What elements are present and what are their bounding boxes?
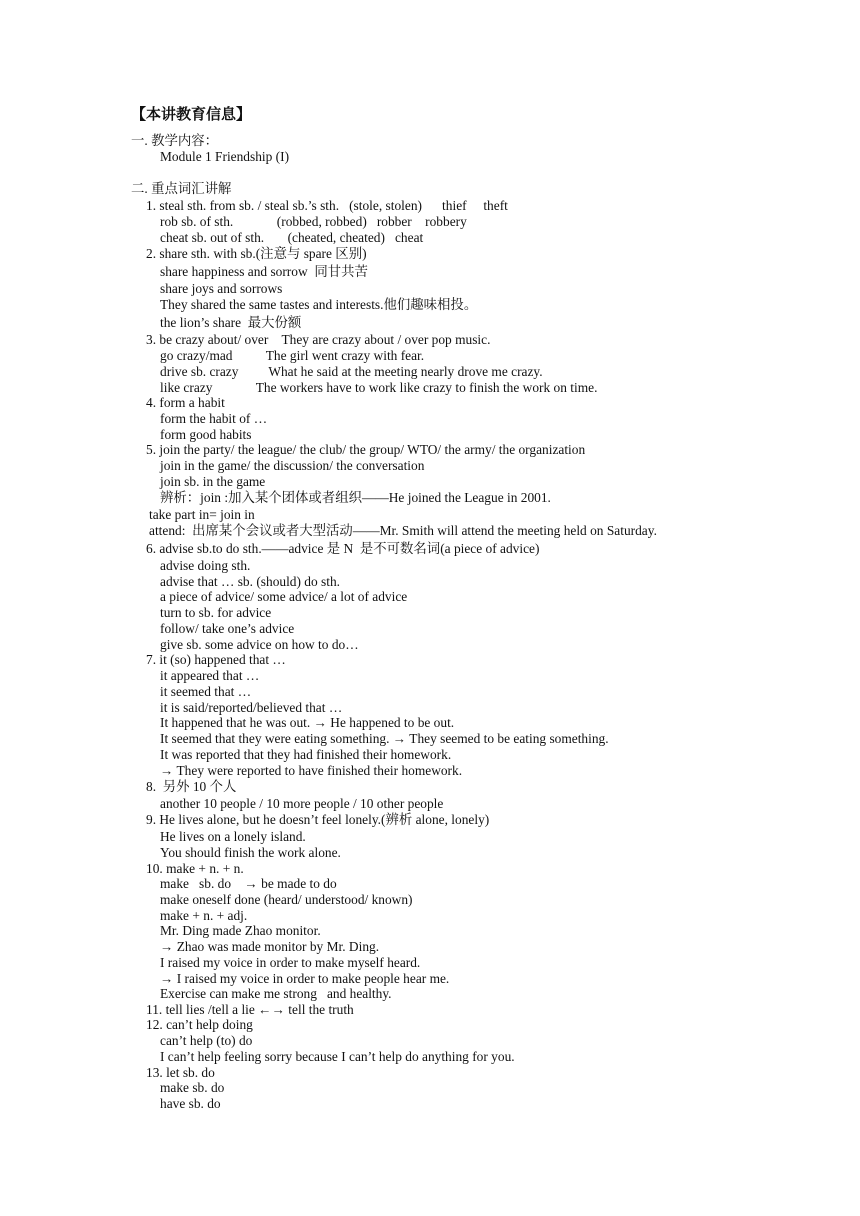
vocab-line: → Zhao was made monitor by Mr. Ding.	[160, 939, 380, 954]
vocab-line: Exercise can make me strong and healthy.	[160, 986, 392, 1001]
vocab-line: it appeared that …	[160, 668, 260, 683]
section-1-content: Module 1 Friendship (I)	[160, 149, 290, 164]
vocab-line: Mr. Ding made Zhao monitor.	[160, 923, 321, 938]
vocab-line: it is said/reported/believed that …	[160, 700, 343, 715]
vocab-line: make oneself done (heard/ understood/ known)	[160, 892, 413, 907]
vocab-line: make sb. do	[160, 1080, 225, 1095]
vocab-line: 4. form a habit	[146, 395, 225, 410]
vocab-line: take part in= join in	[149, 507, 255, 522]
vocab-line: → They were reported to have finished their homework.	[160, 763, 463, 778]
vocab-line: He lives on a lonely island.	[160, 829, 306, 844]
vocab-line: make sb. do → be made to do	[160, 876, 337, 891]
section-2-title: 二. 重点词汇讲解	[131, 181, 232, 196]
vocab-line: 5. join the party/ the league/ the club/ the group/ WTO/ the army/ the organization	[146, 442, 586, 457]
vocab-line: like crazy The workers have to work like crazy to finish the work on time.	[160, 380, 598, 395]
vocab-line: go crazy/mad The girl went crazy with fear.	[160, 348, 425, 363]
vocab-line: It seemed that they were eating something. → They seemed to be eating something.	[160, 731, 609, 746]
vocab-line: drive sb. crazy What he said at the meeting nearly drove me crazy.	[160, 364, 543, 379]
vocab-line: have sb. do	[160, 1096, 221, 1111]
vocab-line: form good habits	[160, 427, 252, 442]
vocab-line: 辨析：join :加入某个团体或者组织——He joined the League in 2001.	[160, 490, 551, 505]
vocab-line: 13. let sb. do	[146, 1065, 215, 1080]
vocab-line: 9. He lives alone, but he doesn’t feel lonely.(辨析 alone, lonely)	[146, 812, 490, 827]
vocab-line: rob sb. of sth. (robbed, robbed) robber robbery	[160, 214, 467, 229]
vocab-line: follow/ take one’s advice	[160, 621, 295, 636]
vocab-line: 10. make + n. + n.	[146, 861, 244, 876]
vocab-line: form the habit of …	[160, 411, 268, 426]
vocab-line: 12. can’t help doing	[146, 1017, 253, 1032]
vocab-line: advise doing sth.	[160, 558, 251, 573]
vocab-line: 7. it (so) happened that …	[146, 652, 286, 667]
vocab-line: → I raised my voice in order to make people hear me.	[160, 971, 450, 986]
vocab-line: the lion’s share 最大份额	[160, 315, 302, 330]
vocab-line: join in the game/ the discussion/ the conversation	[160, 458, 425, 473]
vocab-line: a piece of advice/ some advice/ a lot of advice	[160, 589, 408, 604]
vocab-line: give sb. some advice on how to do…	[160, 637, 359, 652]
vocab-line: 2. share sth. with sb.(注意与 spare 区别)	[146, 246, 367, 261]
vocab-line: join sb. in the game	[160, 474, 266, 489]
lesson-heading: 【本讲教育信息】	[131, 107, 252, 123]
vocab-line: 3. be crazy about/ over They are crazy about / over pop music.	[146, 332, 491, 347]
vocab-line: I raised my voice in order to make myself heard.	[160, 955, 421, 970]
vocab-line: You should finish the work alone.	[160, 845, 341, 860]
section-1-title: 一. 教学内容：	[131, 133, 219, 148]
vocab-line: it seemed that …	[160, 684, 252, 699]
vocab-line: They shared the same tastes and interests.他们趣味相投。	[160, 297, 478, 312]
vocab-line: another 10 people / 10 more people / 10 other people	[160, 796, 444, 811]
vocab-line: cheat sb. out of sth. (cheated, cheated) cheat	[160, 230, 424, 245]
vocab-line: 1. steal sth. from sb. / steal sb.’s sth. (stole, stolen) thief theft	[146, 198, 508, 213]
vocab-line: 8. 另外 10 个人	[146, 779, 237, 794]
vocab-line: share joys and sorrows	[160, 281, 283, 296]
vocab-line: I can’t help feeling sorry because I can’t help do anything for you.	[160, 1049, 515, 1064]
vocab-line: share happiness and sorrow 同甘共苦	[160, 264, 368, 279]
vocab-line: It happened that he was out. → He happened to be out.	[160, 715, 455, 730]
vocab-line: 11. tell lies /tell a lie ←→ tell the truth	[146, 1002, 354, 1017]
vocab-line: make + n. + adj.	[160, 908, 248, 923]
vocab-line: turn to sb. for advice	[160, 605, 272, 620]
vocab-line: advise that … sb. (should) do sth.	[160, 574, 341, 589]
vocab-line: 6. advise sb.to do sth.——advice 是 N 是不可数名词(a piece of advice)	[146, 541, 540, 556]
vocab-line: attend: 出席某个会议或者大型活动——Mr. Smith will attend the meeting held on Saturday.	[149, 523, 657, 538]
vocab-line: can’t help (to) do	[160, 1033, 253, 1048]
vocab-line: It was reported that they had finished their homework.	[160, 747, 452, 762]
